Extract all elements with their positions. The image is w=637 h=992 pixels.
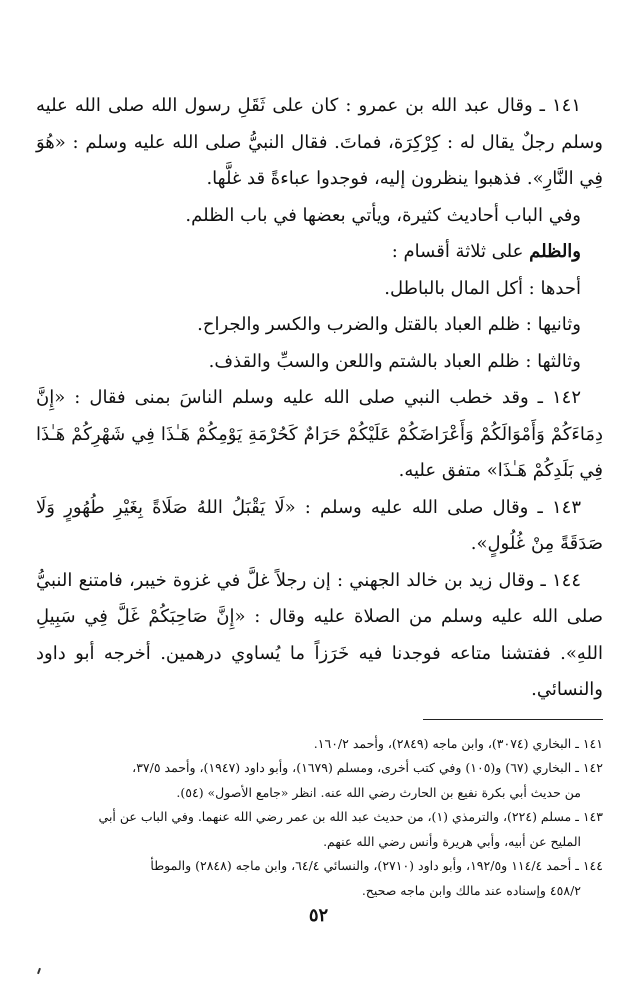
- scan-speck: [37, 968, 41, 974]
- document-page: [36, 88, 603, 903]
- footnote-143-continued: المليح عن أبيه، وأبي هريرة وأنس رضي الله عنهم.: [323, 833, 581, 849]
- zulm-types-heading: [36, 234, 603, 271]
- hadith-142: ١٤٢ ـ وقد خطب النبي صلى الله عليه وسلم الناسَ بمنى فقال : «إِنَّ دِمَاءَكُمْ وَأَمْوَالَكُمْ وَأَعْرَاضَكُمْ عَلَيْكُمْ حَرَامٌ كَحُرْمَةِ يَوْمِكُمْ هَـٰذَا فِي شَهْرِكُمْ هَـٰذَا فِي بَلَدِكُمْ هَـٰذَا» متفق عليه.: [36, 387, 603, 481]
- footnote-142-continued: من حديث أبي بكرة نفيع بن الحارث رضي الله عنه. انظر «جامع الأصول» (٥٤).: [176, 784, 581, 800]
- footnote-separator: [423, 719, 603, 720]
- zulm-type-2: وثانيها : ظلم العباد بالقتل والضرب والكسر والجراح.: [197, 314, 581, 335]
- hadith-143: ١٤٣ ـ وقال صلى الله عليه وسلم : «لَا يَقْبَلُ اللهُ صَلَاةً بِغَيْرِ طُهُورٍ وَلَا صَدَقَةً مِنْ غُلُولٍ».: [36, 496, 603, 554]
- zulm-types-text: على ثلاثة أقسام :: [391, 241, 530, 262]
- footnote-142: ١٤٢ ـ البخاري (٦٧) و(١٠٥) وفي كتب أخرى، ومسلم (١٦٧٩)، وأبو داود (١٩٤٧)، وأحمد ٣٧/٥،: [132, 760, 603, 775]
- footnotes: [36, 732, 603, 904]
- page-number: ٥٢: [308, 905, 329, 926]
- footnote-144-continued: ٤٥٨/٢ وإسناده عند مالك وابن ماجه صحيح.: [361, 882, 581, 898]
- zulm-lead-word: والظلم: [529, 241, 581, 262]
- hadith-141: ١٤١ ـ وقال عبد الله بن عمرو : كان على ثَقَلِ رسول الله صلى الله عليه وسلم رجلٌ يقال له : كِرْكِرَة، فماتَ. فقال النبيُّ صلى الله عليه وسلم : «هُوَ فِي النَّارِ». فذهبوا ينظرون إليه، فوجدوا عباءةً قد غلَّها.: [36, 95, 603, 189]
- footnote-144: ١٤٤ ـ أحمد ١١٤/٤ و١٩٢/٥، وأبو داود (٢٧١٠)، والنسائي ٦٤/٤، وابن ماجه (٢٨٤٨) والموطأ: [150, 858, 603, 873]
- zulm-type-3: وثالثها : ظلم العباد بالشتم واللعن والسبِّ والقذف.: [208, 350, 581, 372]
- chapter-note: وفي الباب أحاديث كثيرة، ويأتي بعضها في باب الظلم.: [185, 204, 581, 226]
- zulm-type-1: أحدها : أكل المال بالباطل.: [384, 277, 581, 299]
- footnote-141: ١٤١ ـ البخاري (٣٠٧٤)، وابن ماجه (٢٨٤٩)، وأحمد ١٦٠/٢.: [313, 735, 603, 751]
- main-text: [36, 88, 603, 709]
- hadith-144: ١٤٤ ـ وقال زيد بن خالد الجهني : إن رجلاً غلَّ في غزوة خيبر، فامتنع النبيُّ صلى الله عليه وسلم من الصلاة عليه وقال : «إِنَّ صَاحِبَكُمْ غَلَّ فِي سَبِيلِ اللهِ». ففتشنا متاعه فوجدنا فيه خَرَزاً ما يُساوي درهمين. أخرجه أبو داود والنسائي.: [36, 569, 603, 700]
- footnote-143: ١٤٣ ـ مسلم (٢٢٤)، والترمذي (١)، من حديث عبد الله بن عمر رضي الله عنهما. وفي الباب عن أبي: [98, 809, 603, 824]
